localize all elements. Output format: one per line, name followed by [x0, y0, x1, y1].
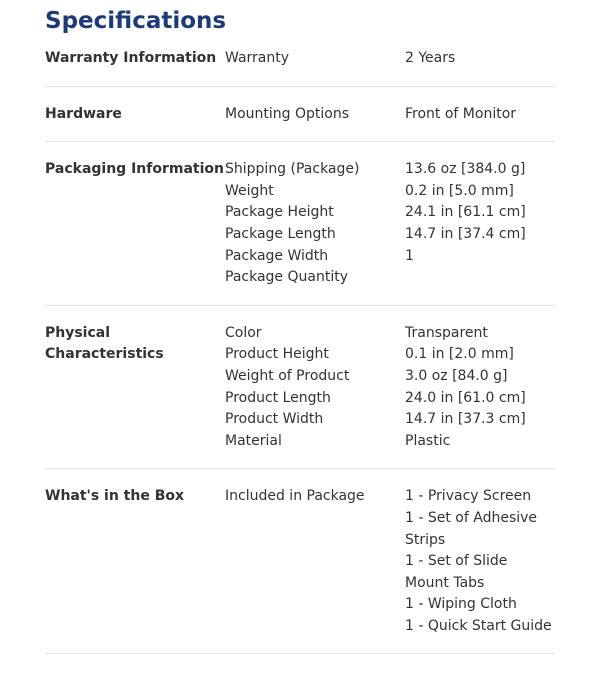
- spec-section: [45, 323, 555, 470]
- spec-label: Included in Package: [225, 488, 365, 505]
- spec-values: [405, 323, 555, 453]
- spec-labels: [225, 486, 405, 637]
- spec-value: Plastic: [405, 432, 451, 449]
- spec-label: Shipping (Package) Weight: [225, 161, 360, 199]
- spec-label: Product Length: [225, 389, 331, 406]
- spec-value: 3.0 oz [84.0 g]: [405, 367, 508, 384]
- spec-category: Physical Characteristics: [45, 324, 164, 363]
- spec-labels: [225, 159, 405, 289]
- spec-section: [45, 486, 555, 654]
- spec-label: Product Width: [225, 411, 324, 428]
- spec-label: Color: [225, 324, 262, 341]
- spec-label: Material: [225, 432, 282, 449]
- spec-value: Front of Monitor: [405, 105, 517, 122]
- spec-label: Warranty: [225, 50, 290, 66]
- spec-value: 0.2 in [5.0 mm]: [405, 182, 514, 199]
- spec-value: 1: [405, 247, 414, 264]
- spec-section: [45, 104, 555, 143]
- spec-value: 1 - Set of Slide Mount Tabs: [405, 553, 508, 591]
- spec-values: [405, 159, 555, 289]
- spec-value: 14.7 in [37.3 cm]: [405, 411, 526, 428]
- spec-label: Package Width: [225, 247, 329, 264]
- spec-value: 13.6 oz [384.0 g]: [405, 161, 526, 178]
- spec-value: 1 - Set of Adhesive Strips: [405, 509, 538, 548]
- specifications-table: [45, 48, 555, 654]
- spec-value: 2 Years: [405, 50, 456, 66]
- spec-value: 1 - Privacy Screen: [405, 488, 532, 505]
- spec-value: 24.0 in [61.0 cm]: [405, 389, 526, 406]
- spec-value: 1 - Quick Start Guide: [405, 617, 552, 634]
- spec-labels: [225, 323, 405, 453]
- spec-section: [45, 159, 555, 306]
- spec-value: 0.1 in [2.0 mm]: [405, 346, 514, 363]
- spec-label: Package Quantity: [225, 269, 348, 286]
- spec-label: Mounting Options: [225, 105, 349, 122]
- spec-value: 24.1 in [61.1 cm]: [405, 204, 526, 221]
- spec-labels: [225, 104, 405, 126]
- specifications-panel: [45, 0, 555, 654]
- spec-value: 1 - Wiping Cloth: [405, 596, 517, 613]
- spec-label: Weight of Product: [225, 367, 350, 384]
- spec-category: Packaging Information: [45, 161, 224, 178]
- spec-category: Warranty Information: [45, 50, 217, 66]
- spec-labels: [225, 48, 405, 70]
- spec-value: Transparent: [405, 324, 488, 341]
- spec-label: Package Length: [225, 225, 336, 242]
- spec-values: [405, 486, 555, 637]
- spec-label: Product Height: [225, 346, 329, 363]
- spec-label: Package Height: [225, 204, 334, 221]
- spec-category: Hardware: [45, 105, 122, 122]
- spec-values: [405, 104, 555, 126]
- spec-section: [45, 48, 555, 87]
- spec-values: [405, 48, 555, 70]
- page-title: Specifications: [45, 8, 227, 34]
- spec-category: What's in the Box: [45, 488, 185, 505]
- spec-value: 14.7 in [37.4 cm]: [405, 225, 526, 242]
